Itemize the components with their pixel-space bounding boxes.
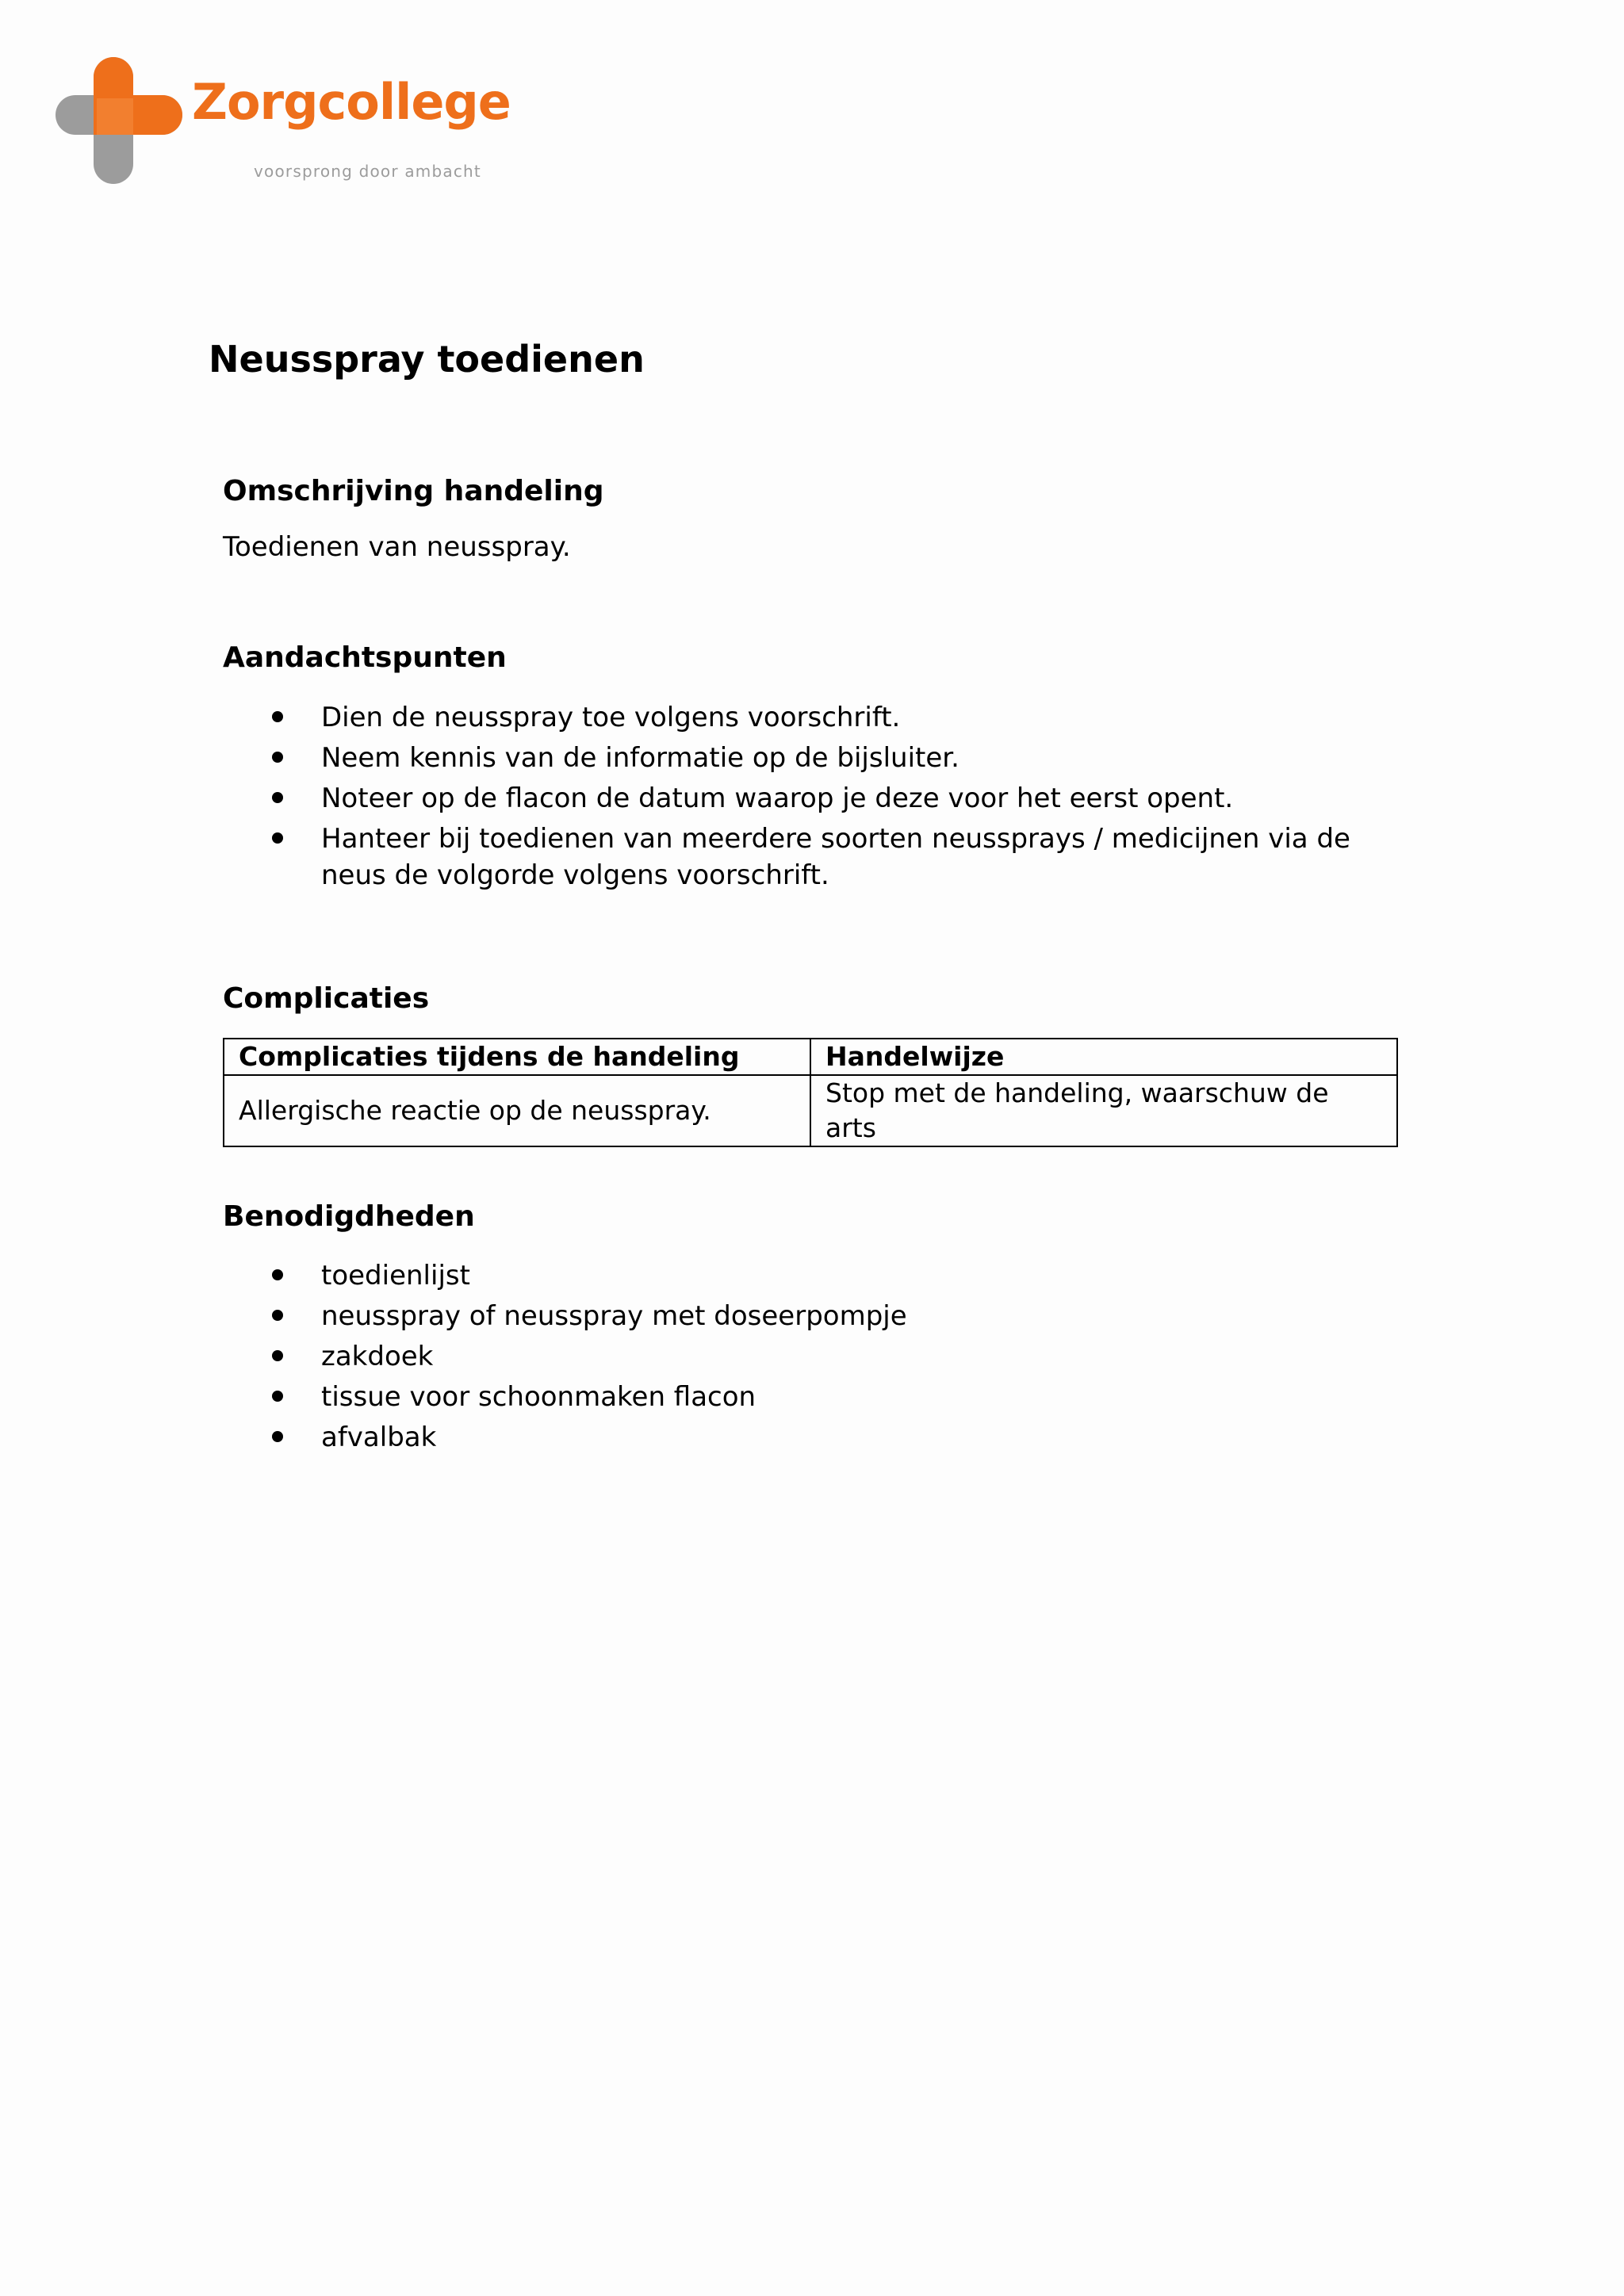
list-item: Neem kennis van de informatie op de bijsluiter. [223,740,1412,776]
bullet-icon [272,1350,283,1361]
cross-logo-icon [56,57,182,184]
bullet-icon [272,832,283,844]
list-item: tissue voor schoonmaken flacon [223,1379,1412,1415]
attention-heading: Aandachtspunten [223,641,507,674]
logo-tagline: voorsprong door ambacht [254,162,481,181]
table-header-cell: Handelwijze [810,1039,1397,1075]
list-item: toedienlijst [223,1257,1412,1294]
supplies-heading: Benodigdheden [223,1200,475,1233]
table-cell: Stop met de handeling, waarschuw de arts [810,1075,1397,1146]
complications-heading: Complicaties [223,982,430,1015]
complications-table [223,1038,1398,1147]
table-header-cell: Complicaties tijdens de handeling [224,1039,810,1075]
bullet-icon [272,711,283,722]
page-title: Neusspray toedienen [209,338,645,381]
logo-wordmark: Zorgcollege [192,73,511,131]
bullet-icon [272,1310,283,1321]
table-row [224,1075,1397,1146]
bullet-icon [272,1431,283,1442]
table-header-row [224,1039,1397,1075]
bullet-icon [272,1269,283,1280]
list-item: Noteer op de flacon de datum waarop je deze voor het eerst opent. [223,780,1412,817]
bullet-icon [272,752,283,763]
description-text: Toedienen van neusspray. [223,531,571,563]
table-cell: Allergische reactie op de neusspray. [224,1075,810,1146]
list-item: neusspray of neusspray met doseerpompje [223,1298,1412,1334]
attention-list [223,699,1412,897]
list-item: afvalbak [223,1419,1412,1456]
list-item: Dien de neusspray toe volgens voorschrift. [223,699,1412,736]
list-item: Hanteer bij toedienen van meerdere soorten neussprays / medicijnen via de neus de volgorde volgens voorschrift. [223,821,1412,894]
bullet-icon [272,792,283,803]
description-heading: Omschrijving handeling [223,475,604,507]
list-item: zakdoek [223,1338,1412,1375]
bullet-icon [272,1391,283,1402]
zorgcollege-logo [56,57,511,192]
supplies-list [223,1257,1412,1460]
